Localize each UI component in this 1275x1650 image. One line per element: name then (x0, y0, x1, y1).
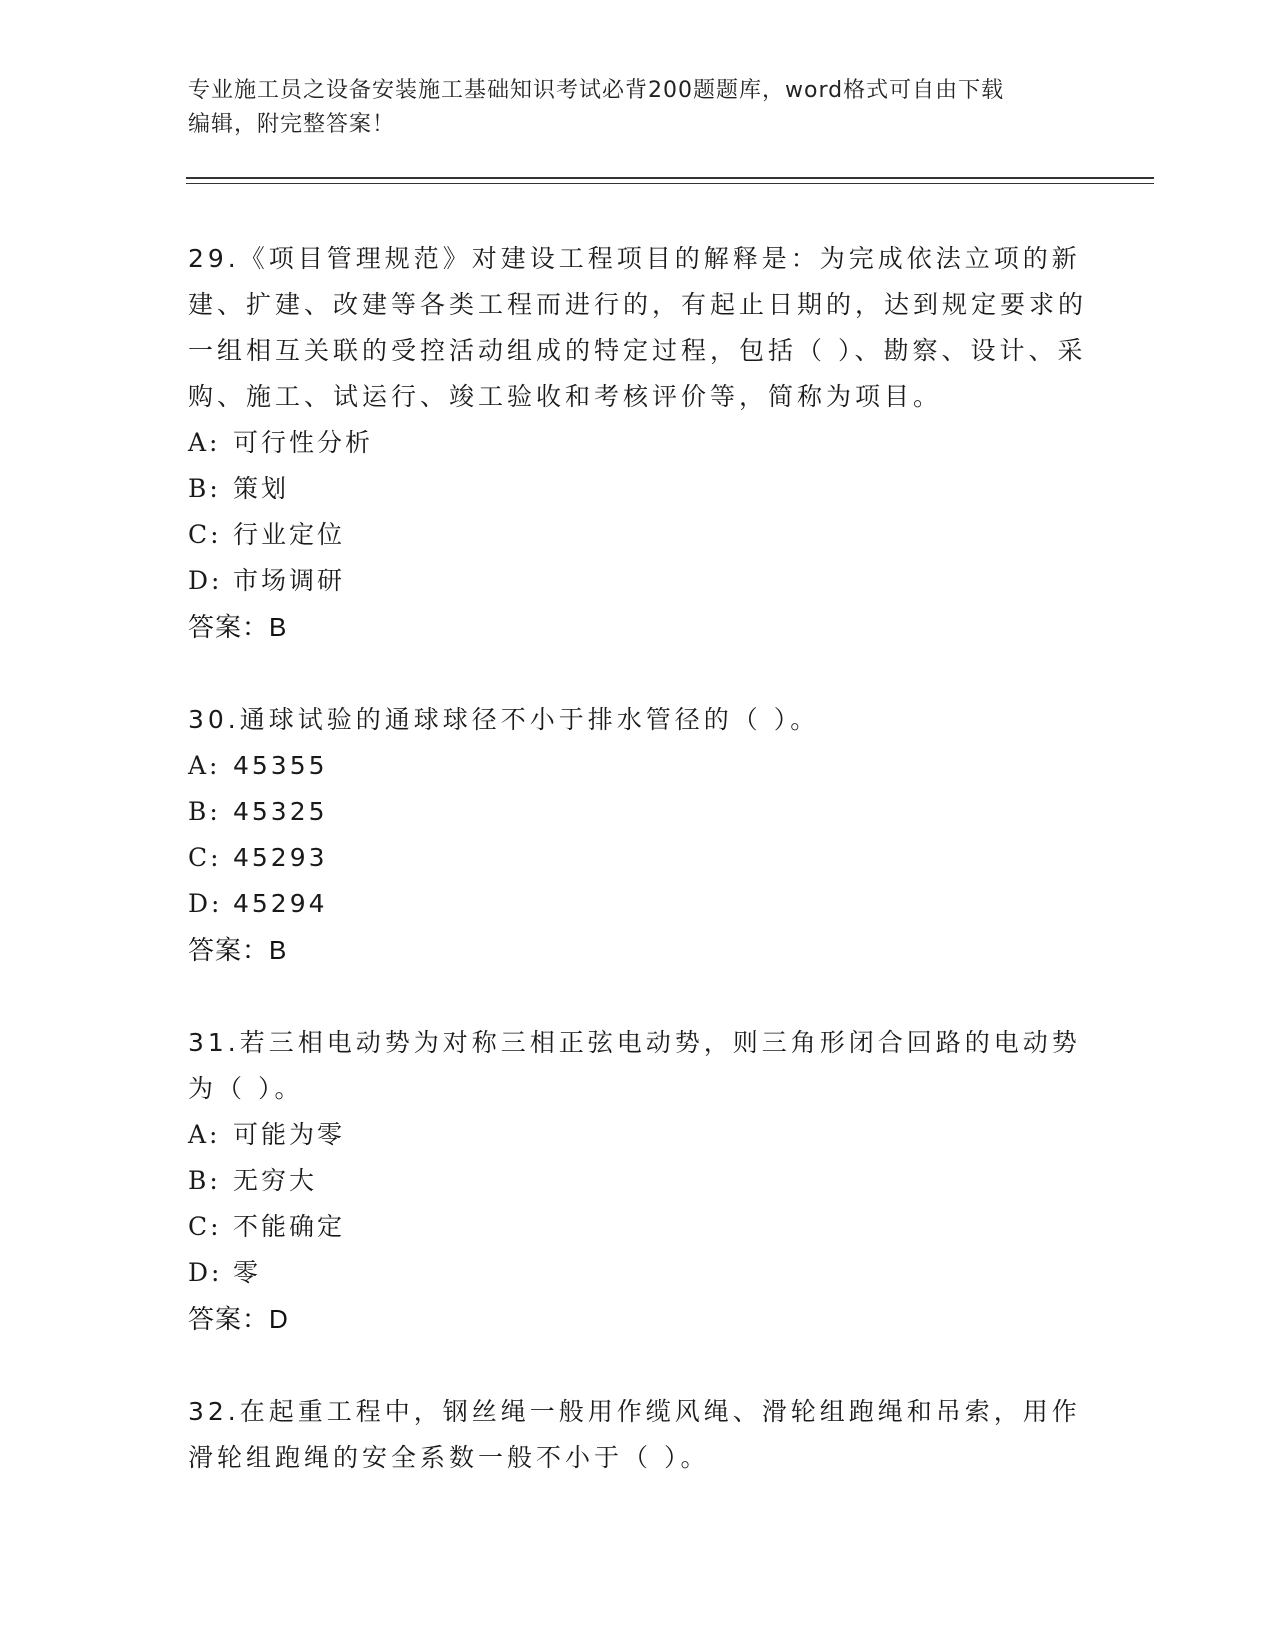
option-key: D: (188, 566, 223, 595)
option-b (188, 1158, 1088, 1204)
answer-label: 答案： (188, 936, 270, 966)
header-title-line-1: 专业施工员之设备安装施工基础知识考试必背200题题库，word格式可自由下载 (188, 78, 1005, 103)
option-text: 策划 (233, 474, 290, 503)
option-key: A: (188, 1120, 221, 1149)
option-b (188, 466, 1088, 512)
answer-label: 答案： (188, 613, 270, 643)
question-text: 29.《项目管理规范》对建设工程项目的解释是：为完成依法立项的新建、扩建、改建等各类工程而进行的，有起止日期的，达到规定要求的一组相互关联的受控活动组成的特定过程，包括（ ）、勘察、设计、采购、施工、试运行、竣工验收和考核评价等，简称为项目。 (188, 244, 1088, 411)
option-d (188, 558, 1088, 604)
question-text: 32.在起重工程中，钢丝绳一般用作缆风绳、滑轮组跑绳和吊索，用作滑轮组跑绳的安全系数一般不小于（ ）。 (188, 1397, 1081, 1472)
option-text: 市场调研 (233, 566, 346, 595)
question-text: 31.若三相电动势为对称三相正弦电动势，则三角形闭合回路的电动势为（ ）。 (188, 1028, 1081, 1103)
question-spacer (188, 974, 1088, 1020)
option-key: C: (188, 520, 222, 549)
question-29 (188, 236, 1088, 651)
option-d (188, 1250, 1088, 1296)
option-c (188, 835, 1088, 881)
answer-value: D (269, 1304, 289, 1334)
option-text: 无穷大 (233, 1166, 318, 1195)
document-header (188, 74, 1088, 142)
option-key: B: (188, 1166, 221, 1195)
answer-line (188, 927, 1088, 974)
option-key: A: (188, 751, 221, 780)
header-title-line-2: 编辑，附完整答案！ (188, 112, 396, 137)
option-text: 45325 (233, 797, 328, 826)
option-b (188, 789, 1088, 835)
question-32 (188, 1389, 1088, 1481)
option-text: 零 (233, 1258, 262, 1287)
option-key: D: (188, 1258, 223, 1287)
option-text: 不能确定 (233, 1212, 346, 1241)
option-text: 可能为零 (233, 1120, 346, 1149)
answer-value: B (269, 612, 288, 642)
option-key: D: (188, 889, 223, 918)
answer-value: B (269, 935, 288, 965)
answer-line (188, 1296, 1088, 1343)
option-c (188, 1204, 1088, 1250)
question-text: 30.通球试验的通球球径不小于排水管径的（ ）。 (188, 705, 820, 734)
header-divider-thin (186, 183, 1154, 184)
option-d (188, 881, 1088, 927)
answer-label: 答案： (188, 1305, 270, 1335)
answer-line (188, 604, 1088, 651)
option-key: A: (188, 428, 221, 457)
option-text: 45355 (233, 751, 328, 780)
option-text: 可行性分析 (233, 428, 374, 457)
option-a (188, 1112, 1088, 1158)
option-a (188, 743, 1088, 789)
option-a (188, 420, 1088, 466)
question-30 (188, 697, 1088, 974)
question-spacer (188, 1343, 1088, 1389)
option-key: B: (188, 797, 221, 826)
question-list (188, 236, 1088, 1481)
header-divider (186, 177, 1154, 179)
option-key: B: (188, 474, 221, 503)
question-31 (188, 1020, 1088, 1343)
option-text: 45293 (233, 843, 328, 872)
option-c (188, 512, 1088, 558)
option-text: 45294 (233, 889, 328, 918)
option-key: C: (188, 1212, 222, 1241)
question-spacer (188, 651, 1088, 697)
option-key: C: (188, 843, 222, 872)
option-text: 行业定位 (233, 520, 346, 549)
